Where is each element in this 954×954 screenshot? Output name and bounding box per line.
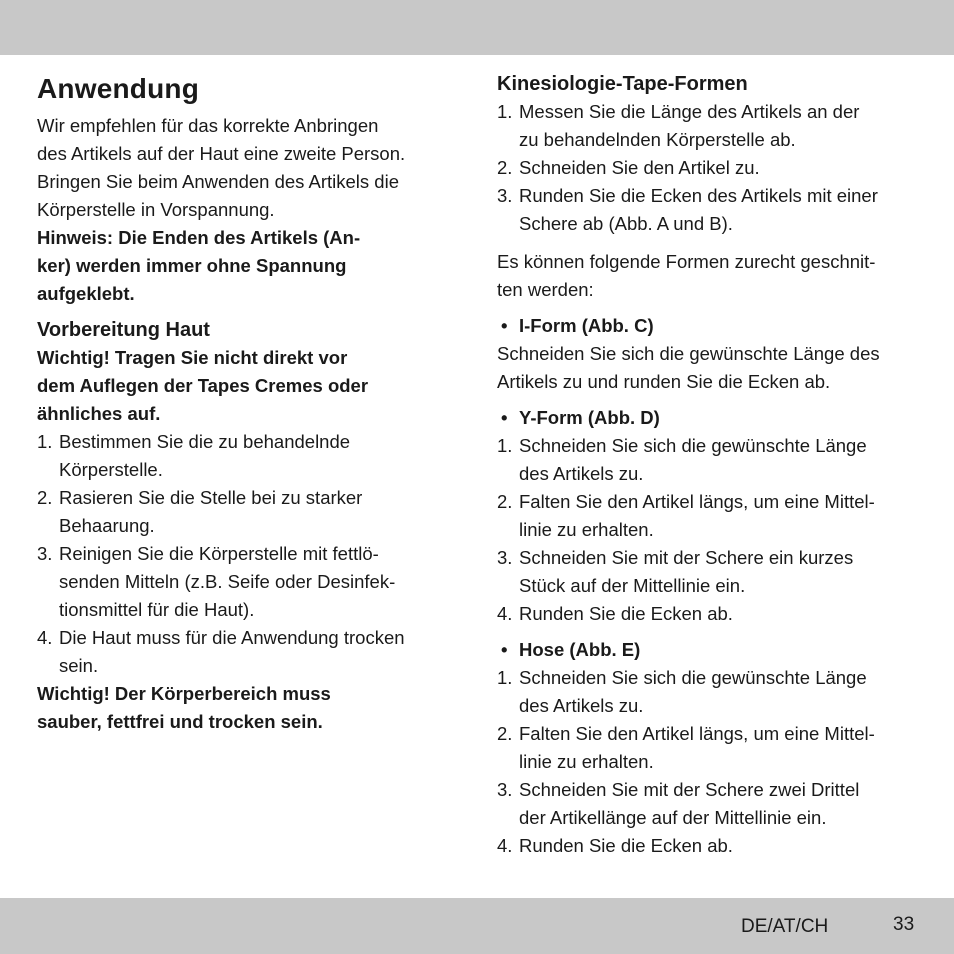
step-text: Die Haut muss für die Anwendung trocken — [59, 627, 405, 648]
step-number: 3. — [497, 779, 513, 800]
list-item — [497, 832, 927, 860]
y-form-title: Y-Form (Abb. D) — [519, 407, 660, 428]
list-item — [497, 776, 927, 832]
list-item — [497, 544, 927, 600]
forms-heading: Kinesiologie-Tape-Formen — [497, 73, 748, 95]
list-item — [497, 154, 927, 182]
list-item — [37, 428, 457, 484]
list-item — [37, 624, 457, 680]
intro-line: ten werden: — [497, 279, 594, 300]
intro-line: Bringen Sie beim Anwenden des Artikels die — [37, 171, 399, 192]
step-text: Runden Sie die Ecken ab. — [519, 603, 733, 624]
step-number: 3. — [497, 547, 513, 568]
step-text: Falten Sie den Artikel längs, um eine Mittel- — [519, 723, 875, 744]
hose-heading — [497, 636, 927, 664]
step-number: 1. — [497, 435, 513, 456]
list-item — [37, 484, 457, 540]
i-form-title: I-Form (Abb. C) — [519, 315, 654, 336]
step-number: 1. — [37, 431, 53, 452]
note-paragraph — [37, 224, 457, 308]
step-text: sein. — [59, 655, 99, 676]
step-text: Behaarung. — [59, 515, 155, 536]
y-form-heading — [497, 404, 927, 432]
list-item — [497, 182, 927, 238]
step-text: Schneiden Sie den Artikel zu. — [519, 157, 760, 178]
body-line: Artikels zu und runden Sie die Ecken ab. — [497, 371, 831, 392]
step-text: Schere ab (Abb. A und B). — [519, 213, 733, 234]
step-text: Runden Sie die Ecken ab. — [519, 835, 733, 856]
step-text: Falten Sie den Artikel längs, um eine Mittel- — [519, 491, 875, 512]
bullet-icon: • — [501, 407, 508, 428]
i-form-text — [497, 340, 927, 396]
right-column — [497, 70, 927, 860]
step-text: zu behandelnden Körperstelle ab. — [519, 129, 796, 150]
step-text: Bestimmen Sie die zu behandelnde — [59, 431, 351, 452]
tape-steps-list — [497, 98, 927, 238]
hose-steps-list — [497, 664, 927, 860]
step-text: senden Mitteln (z.B. Seife oder Desinfek- — [59, 571, 396, 592]
step-number: 4. — [497, 835, 513, 856]
warning-line: Wichtig! Der Körperbereich muss — [37, 683, 331, 704]
y-form-steps-list — [497, 432, 927, 628]
intro-line: Wir empfehlen für das korrekte Anbringen — [37, 115, 379, 136]
step-number: 2. — [37, 487, 53, 508]
final-warning — [37, 680, 457, 736]
intro-line: des Artikels auf der Haut eine zweite Person. — [37, 143, 406, 164]
note-line: Hinweis: Die Enden des Artikels (An- — [37, 227, 361, 248]
step-text: Reinigen Sie die Körperstelle mit fettlö- — [59, 543, 379, 564]
list-item — [497, 600, 927, 628]
hose-title: Hose (Abb. E) — [519, 639, 641, 660]
step-number: 2. — [497, 491, 513, 512]
page-title: Anwendung — [37, 73, 199, 104]
step-text: linie zu erhalten. — [519, 751, 654, 772]
prep-warning — [37, 344, 457, 428]
step-text: Stück auf der Mittellinie ein. — [519, 575, 746, 596]
step-text: linie zu erhalten. — [519, 519, 654, 540]
page-number: 33 — [893, 914, 915, 935]
warning-line: dem Auflegen der Tapes Cremes oder — [37, 375, 369, 396]
list-item — [497, 720, 927, 776]
warning-line: Wichtig! Tragen Sie nicht direkt vor — [37, 347, 348, 368]
prep-steps-list — [37, 428, 457, 680]
warning-line: sauber, fettfrei und trocken sein. — [37, 711, 323, 732]
warning-line: ähnliches auf. — [37, 403, 161, 424]
step-number: 1. — [497, 101, 513, 122]
body-line: Schneiden Sie sich die gewünschte Länge des — [497, 343, 880, 364]
step-number: 2. — [497, 723, 513, 744]
intro-line: Es können folgende Formen zurecht geschnit- — [497, 251, 876, 272]
i-form-heading — [497, 312, 927, 340]
list-item — [497, 664, 927, 720]
list-item — [497, 488, 927, 544]
step-text: Messen Sie die Länge des Artikels an der — [519, 101, 860, 122]
step-text: Schneiden Sie mit der Schere zwei Drittel — [519, 779, 860, 800]
prep-heading: Vorbereitung Haut — [37, 319, 210, 341]
step-number: 1. — [497, 667, 513, 688]
bullet-icon: • — [501, 315, 508, 336]
note-line: ker) werden immer ohne Spannung — [37, 255, 347, 276]
step-text: des Artikels zu. — [519, 695, 644, 716]
step-text: Runden Sie die Ecken des Artikels mit einer — [519, 185, 878, 206]
forms-intro — [497, 248, 927, 304]
intro-paragraph — [37, 112, 457, 224]
step-number: 3. — [37, 543, 53, 564]
step-text: Körperstelle. — [59, 459, 163, 480]
step-text: der Artikellänge auf der Mittellinie ein. — [519, 807, 827, 828]
step-number: 4. — [37, 627, 53, 648]
step-number: 2. — [497, 157, 513, 178]
step-text: Rasieren Sie die Stelle bei zu starker — [59, 487, 363, 508]
list-item — [497, 98, 927, 154]
step-text: Schneiden Sie sich die gewünschte Länge — [519, 667, 867, 688]
left-column — [37, 70, 457, 736]
step-text: Schneiden Sie mit der Schere ein kurzes — [519, 547, 854, 568]
step-text: tionsmittel für die Haut). — [59, 599, 255, 620]
step-text: des Artikels zu. — [519, 463, 644, 484]
step-number: 3. — [497, 185, 513, 206]
header-bar — [0, 0, 954, 55]
bullet-icon: • — [501, 639, 508, 660]
step-number: 4. — [497, 603, 513, 624]
footer-region-label: DE/AT/CH — [741, 916, 829, 937]
intro-line: Körperstelle in Vorspannung. — [37, 199, 275, 220]
list-item — [497, 432, 927, 488]
note-line: aufgeklebt. — [37, 283, 135, 304]
step-text: Schneiden Sie sich die gewünschte Länge — [519, 435, 867, 456]
list-item — [37, 540, 457, 624]
